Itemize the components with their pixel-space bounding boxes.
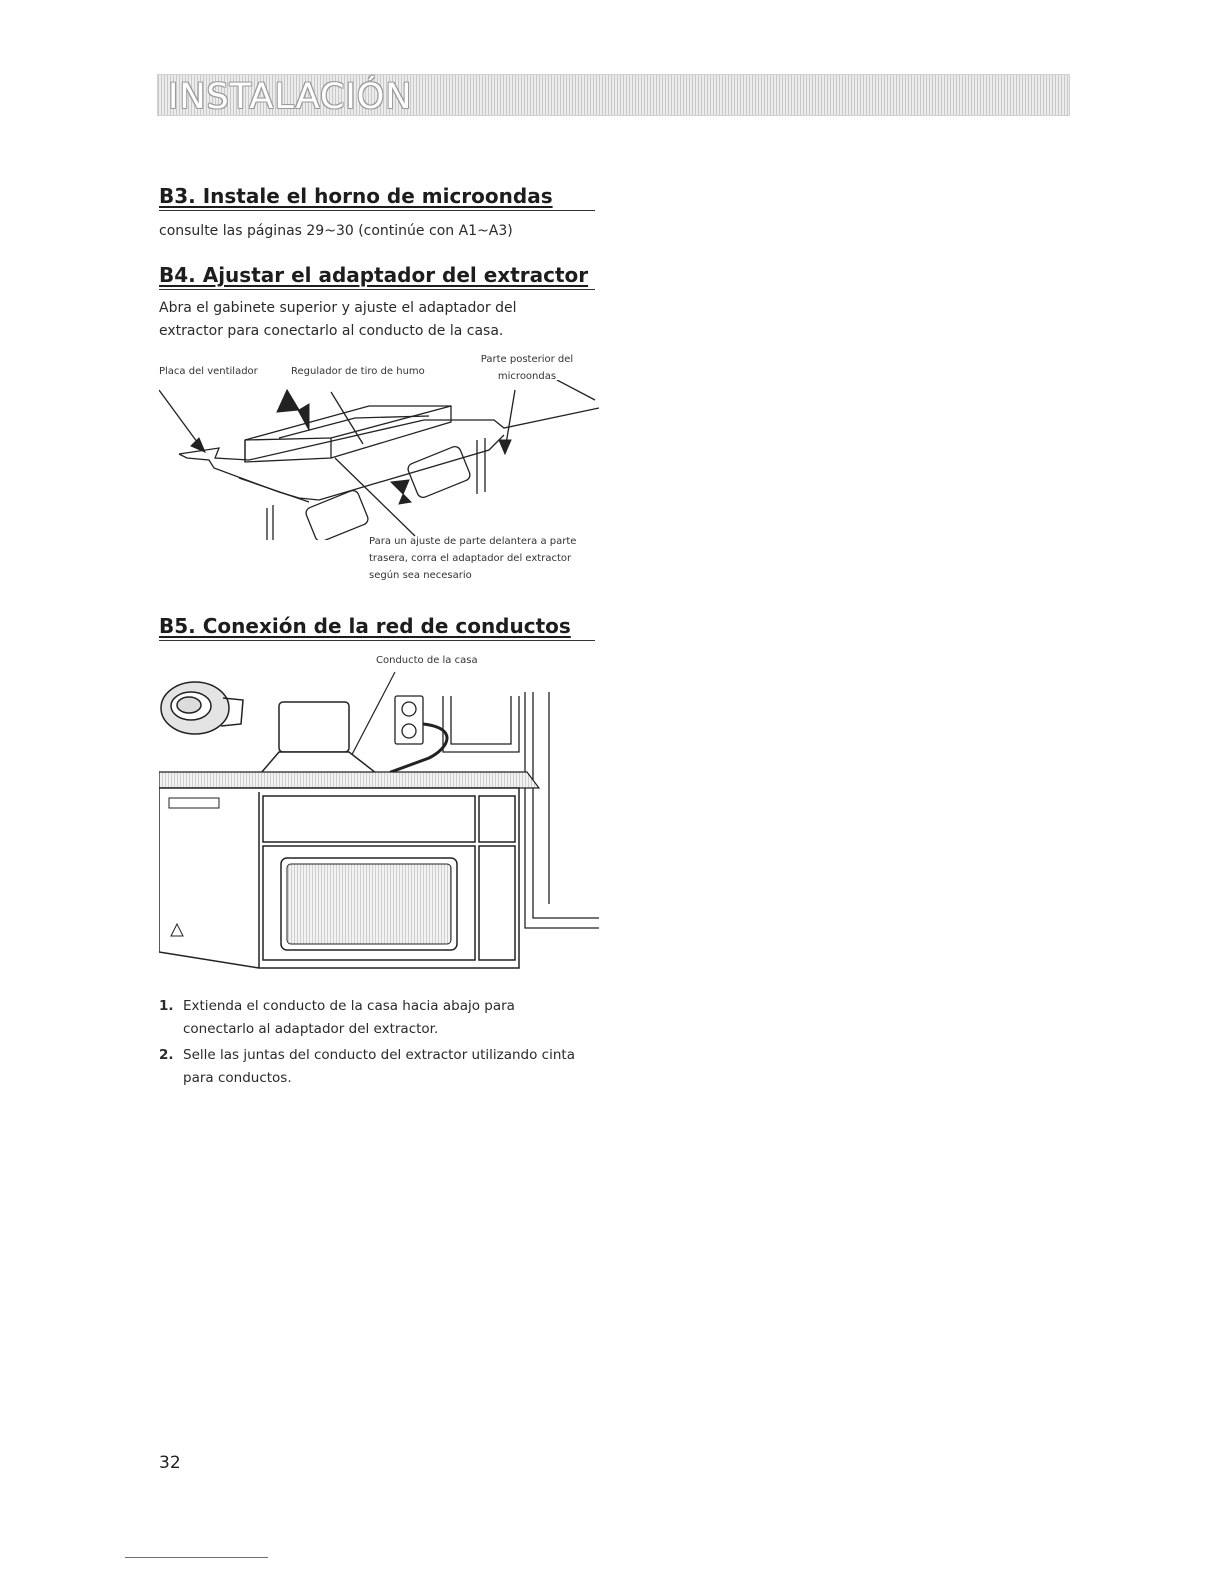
heading-b3 (159, 184, 595, 211)
heading-b3-text: B3. Instale el horno de microondas (159, 184, 553, 208)
b3-body: consulte las páginas 29~30 (continúe con A1~A3) (159, 223, 513, 239)
footer-rule (125, 1557, 268, 1558)
callout-rear-line2: microondas (497, 371, 557, 382)
step-1-line1: Extienda el conducto de la casa hacia abajo para (183, 998, 515, 1014)
step-1-line2: conectarlo al adaptador del extractor. (183, 1021, 439, 1037)
heading-b4-text: B4. Ajustar el adaptador del extractor (159, 263, 589, 287)
callout-adjust-line2: trasera, corra el adaptador del extractor (369, 553, 572, 564)
duct-connection-figure (159, 668, 599, 978)
callout-adjust-line1: Para un ajuste de parte delantera a parte (369, 536, 577, 547)
step-2-line1: Selle las juntas del conducto del extractor utilizando cinta (183, 1047, 575, 1063)
callout-house-duct: Conducto de la casa (376, 655, 478, 666)
b4-body-line1: Abra el gabinete superior y ajuste el adaptador del (159, 300, 517, 316)
callout-rear-line1: Parte posterior del (480, 354, 574, 365)
page-number: 32 (159, 1453, 181, 1473)
b4-body (159, 297, 589, 343)
heading-b5 (159, 614, 595, 641)
list-item (159, 1044, 589, 1090)
section-banner (157, 74, 1070, 116)
step-number: 1. (159, 998, 174, 1014)
heading-b5-text: B5. Conexión de la red de conductos (159, 614, 571, 638)
exhaust-adapter-figure (159, 380, 599, 540)
step-2-line2: para conductos. (183, 1070, 292, 1086)
list-item (159, 995, 589, 1041)
duct-tape-icon (161, 682, 243, 734)
step-number: 2. (159, 1047, 174, 1063)
callout-damper: Regulador de tiro de humo (291, 366, 425, 377)
steps-list (159, 995, 589, 1093)
callout-adjust-line3: según sea necesario (369, 570, 472, 581)
callout-adjust (369, 533, 576, 584)
banner-title: INSTALACIÓN (168, 77, 413, 117)
heading-b4 (159, 263, 595, 290)
callout-fan-plate: Placa del ventilador (159, 366, 258, 377)
b4-body-line2: extractor para conectarlo al conducto de la casa. (159, 323, 504, 339)
